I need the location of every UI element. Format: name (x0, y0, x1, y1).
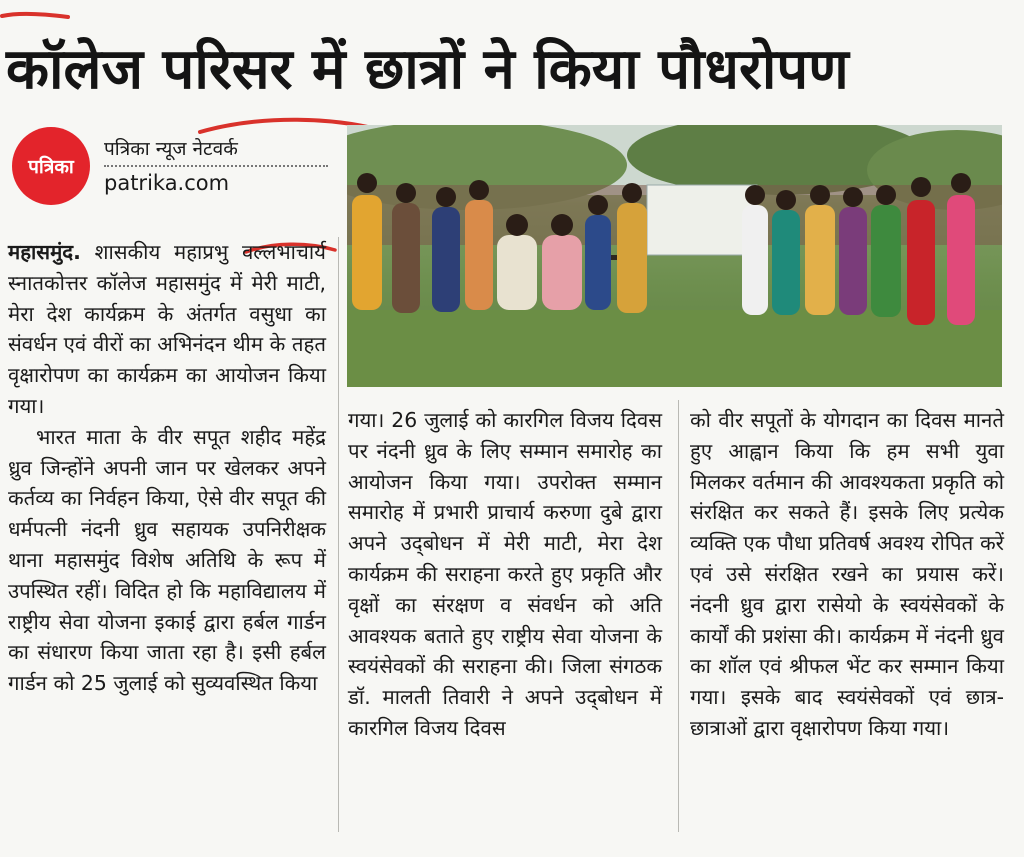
article-column-3 (690, 405, 1004, 744)
body-paragraph: को वीर सपूतों के योगदान का दिवस मानते हुए आह्वान किया कि हम सभी युवा मिलकर वर्तमान की आवश्यकता प्रकृति को संरक्षित कर सकते हैं। इसके लिए प्रत्येक व्यक्ति एक पौधा प्रतिवर्ष अवश्य रोपित करें एवं उसे संरक्षित रखने का प्रयास करें। नंदनी ध्रुव द्वारा रासेयो के स्वयंसेवकों के कार्यों की प्रशंसा की। कार्यक्रम में नंदनी ध्रुव का शॉल एवं श्रीफल भेंट कर सम्मान किया गया। इसके बाद स्वयंसेवकों एवं छात्र-छात्राओं द्वारा वृक्षारोपण किया गया। (690, 408, 1004, 740)
body-paragraph: भारत माता के वीर सपूत शहीद महेंद्र ध्रुव जिन्होंने अपनी जान पर खेलकर अपने कर्तव्य का निर्वहन किया, ऐसे वीर सपूत की धर्मपत्नी नंदनी ध्रुव सहायक उपनिरीक्षक थाना महासमुंद विशेष अतिथि के रूप में उपस्थित रहीं। विदित हो कि महाविद्यालय में राष्ट्रीय सेवा योजना इकाई द्वारा हर्बल गार्डन का संधारण किया जाता रहा है। इसी हर्बल गार्डन को 25 जुलाई को सुव्यवस्थित किया (8, 424, 326, 696)
patrika-logo: पत्रिका (12, 127, 90, 205)
dateline-place: महासमुंद. (8, 240, 81, 264)
event-photo (347, 125, 1002, 387)
byline-network: पत्रिका न्यूज नेटवर्क (104, 138, 238, 160)
column-divider (338, 237, 339, 832)
article-column-1 (8, 237, 326, 699)
byline (8, 125, 340, 213)
red-pen-mark (0, 8, 70, 22)
headline: कॉलेज परिसर में छात्रों ने किया पौधरोपण (6, 37, 849, 102)
column-divider (678, 400, 679, 832)
byline-website: patrika.com (104, 171, 230, 195)
lead-paragraph (8, 237, 326, 422)
event-photo-illustration (347, 125, 1002, 387)
body-paragraph: गया। 26 जुलाई को कारगिल विजय दिवस पर नंदनी ध्रुव के लिए सम्मान समारोह का आयोजन किया गया। उपरोक्त सम्मान समारोह में प्रभारी प्राचार्य करुणा दुबे द्वारा अपने उद्‍बोधन में मेरी माटी, मेरा देश कार्यक्रम की सराहना करते हुए प्रकृति और वृक्षों का संरक्षण व संवर्धन को अति आवश्यक बताते हुए राष्ट्रीय सेवा योजना के स्वयंसेवकों की सराहना की। जिला संगठक डॉ. मालती तिवारी ने अपने उद्‍बोधन में कारगिल विजय दिवस (348, 408, 662, 740)
article-column-2 (348, 405, 662, 744)
byline-divider (104, 165, 328, 167)
lead-text: शासकीय महाप्रभु वल्लभाचार्य स्नातकोत्तर कॉलेज महासमुंद में मेरी माटी, मेरा देश कार्यक्रम के अंतर्गत वसुधा का संवर्धन एवं वीरों का अभिनंदन थीम के तहत वृक्षारोपण का कार्यक्रम का आयोजन किया गया। (8, 240, 326, 418)
